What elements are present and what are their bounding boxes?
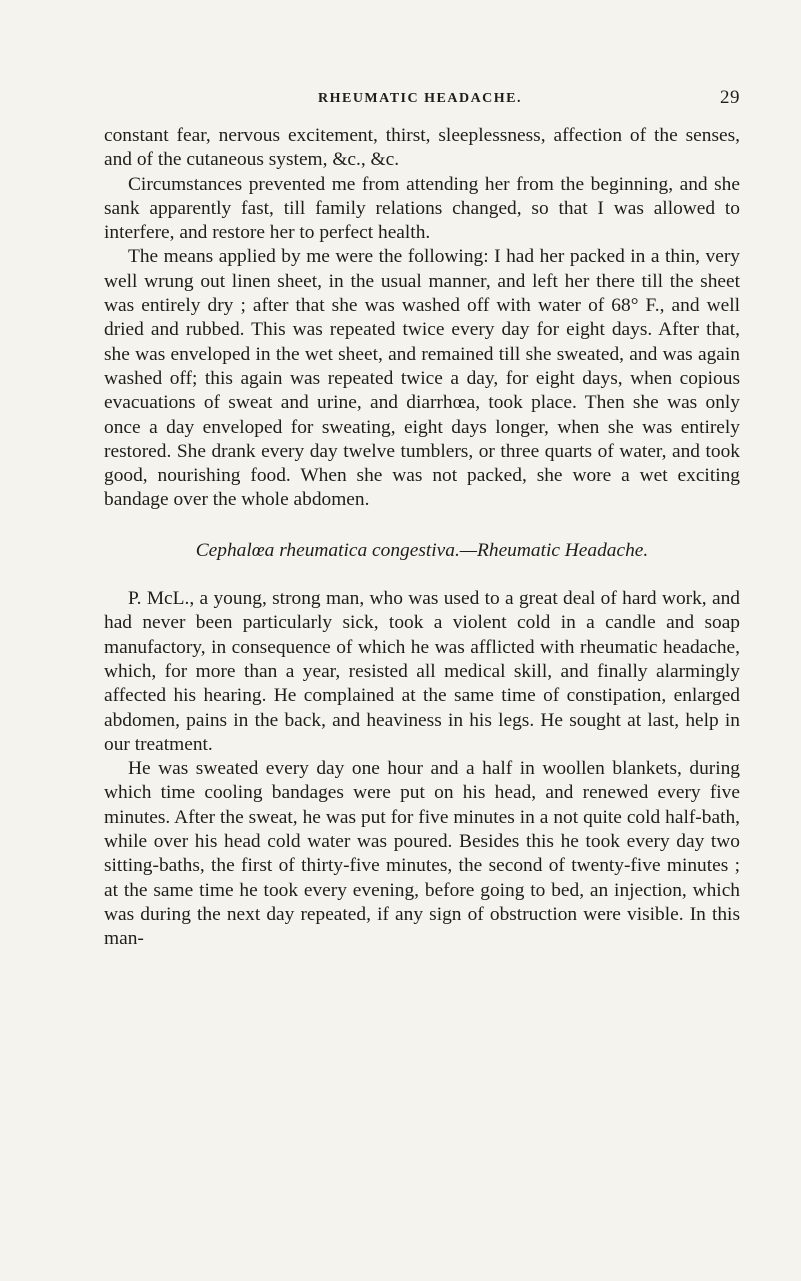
page-number: 29	[720, 87, 740, 108]
paragraph: P. McL., a young, strong man, who was used to a great deal of hard work, and had never been particularly sick, took a violent cold in a candle and soap manufactory, in consequence of which he was afflicted with rheumatic headache, which, for more than a year, resisted all medical skill, and finally alarmingly affected his hearing. He complained at the same time of constipation, enlarged abdomen, pains in the back, and heaviness in his legs. He sought at last, help in our treatment.	[104, 588, 740, 755]
paragraph: constant fear, nervous excitement, thirst, sleeplessness, affection of the senses, and of the cutaneous system, &c., &c.	[104, 125, 740, 171]
running-head	[100, 89, 740, 111]
paragraph: Circumstances prevented me from attending her from the beginning, and she sank apparently fast, till family relations changed, so that I was allowed to interfere, and restore her to perfect health.	[104, 173, 740, 244]
paragraph: The means applied by me were the following: I had her packed in a thin, very well wrung out linen sheet, in the usual manner, and left her there till the sheet was entirely dry ; after that she was washed off with water of 68° F., and well dried and rubbed. This was repeated twice every day for eight days. After that, she was enveloped in the wet sheet, and remained till she sweated, and was again washed off; this again was repeated twice a day, for eight days, when copious evacuations of sweat and urine, and diarrhœa, took place. Then she was only once a day enveloped for sweating, eight days longer, when she was entirely restored. She drank every day twelve tumblers, or three quarts of water, and took good, nourishing food. When she was not packed, she wore a wet exciting bandage over the whole abdomen.	[104, 246, 740, 511]
section-heading: Cephalœa rheumatica congestiva.—Rheumatic Headache.	[195, 539, 649, 561]
paragraph: He was sweated every day one hour and a half in woollen blankets, during which time cooling bandages were put on his head, and renewed every five minutes. After the sweat, he was put for five minutes in a not quite cold half-bath, while over his head cold water was poured. Besides this he took every day two sitting-baths, the first of thirty-five minutes, the second of twenty-five minutes ; at the same time he took every evening, before going to bed, an injection, which was during the next day repeated, if any sign of obstruction were visible. In this man-	[104, 758, 740, 950]
body-text	[104, 124, 740, 952]
running-title: RHEUMATIC HEADACHE.	[317, 91, 523, 106]
